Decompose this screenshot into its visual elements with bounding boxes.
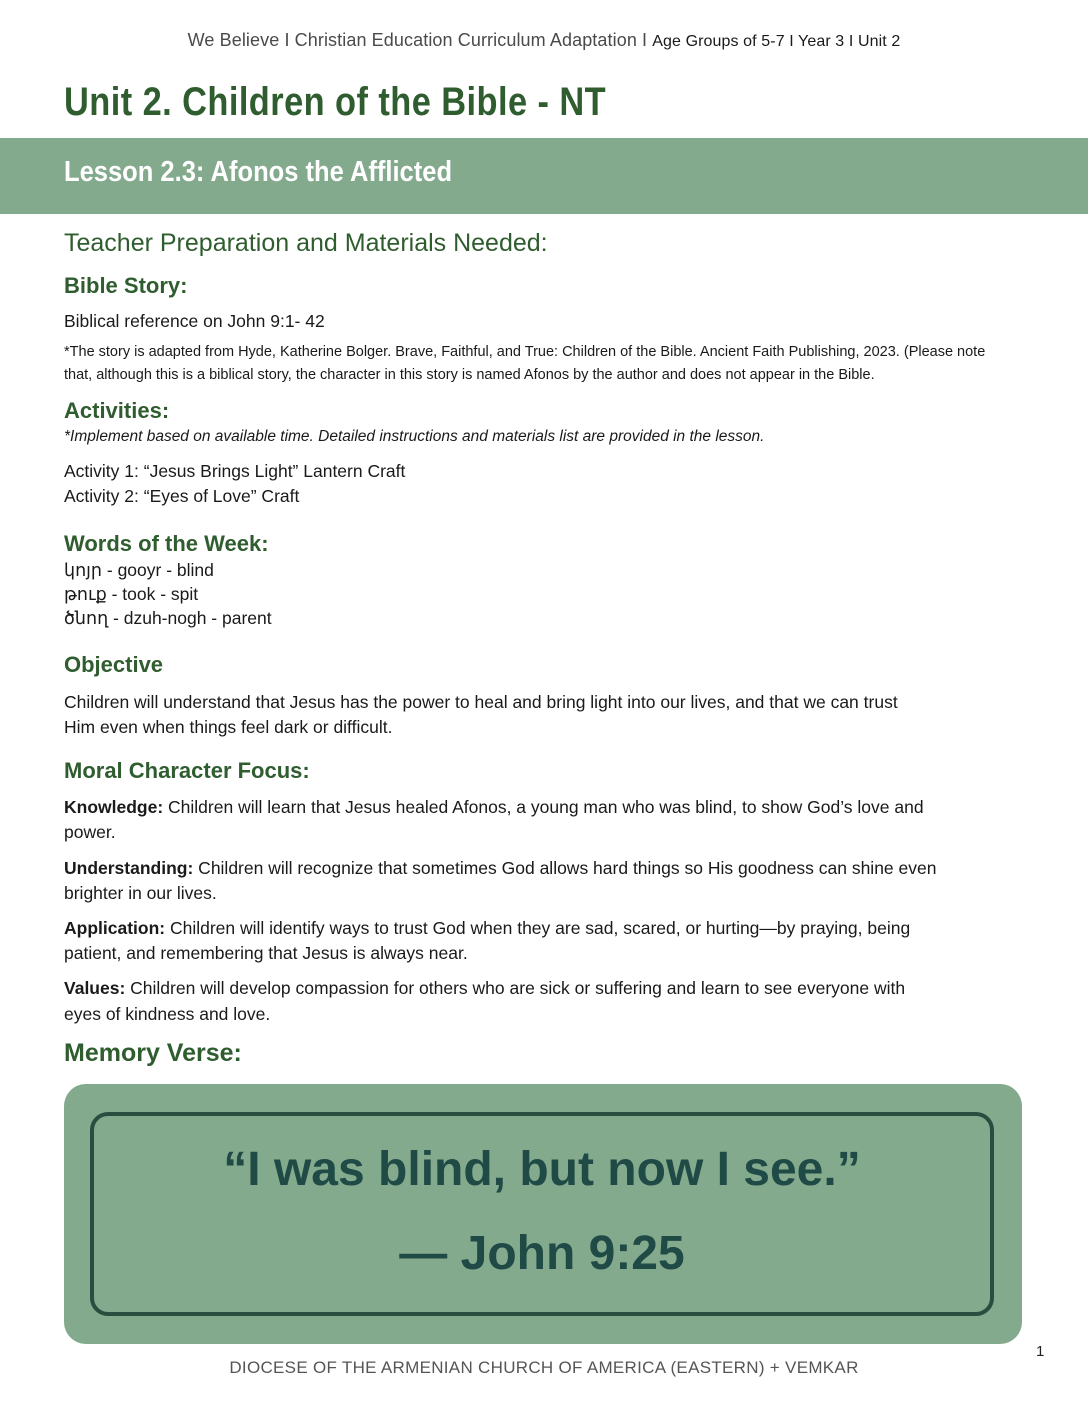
objective-heading: Objective (64, 652, 164, 677)
moral-values (64, 976, 905, 1001)
moral-knowledge-cont: power. (64, 822, 116, 842)
moral-knowledge (64, 795, 924, 820)
moral-label: Understanding: (64, 858, 194, 878)
lesson-band (0, 138, 1088, 214)
word-3: ծնող - dzuh-nogh - parent (64, 608, 272, 628)
activity-1: Activity 1: “Jesus Brings Light” Lantern Craft (64, 461, 406, 481)
moral-label: Values: (64, 978, 126, 998)
moral-text: Children will develop compassion for others who are sick or suffering and learn to see everyone with (125, 978, 906, 998)
moral-understanding-cont: brighter in our lives. (64, 883, 217, 903)
moral-values-cont: eyes of kindness and love. (64, 1004, 271, 1024)
word-2: թուք - took - spit (64, 584, 199, 604)
bible-note-line-1: *The story is adapted from Hyde, Katherine Bolger. Brave, Faithful, and True: Children of the Bible. Ancient Faith Publishing, 2023. (Please note (64, 344, 986, 360)
objective-line-1: Children will understand that Jesus has the power to heal and bring light into our lives, and that we can trust (64, 692, 898, 712)
bible-reference: Biblical reference on John 9:1- 42 (64, 311, 325, 331)
header-main: We Believe I Christian Education Curriculum Adaptation I (187, 30, 648, 50)
footer: DIOCESE OF THE ARMENIAN CHURCH OF AMERICA (EASTERN) + VEMKAR (229, 1358, 859, 1377)
bible-story-heading: Bible Story: (64, 273, 188, 298)
activities-note: *Implement based on available time. Detailed instructions and materials list are provided in the lesson. (64, 428, 765, 445)
activities-heading: Activities: (64, 398, 170, 423)
header-small: Age Groups of 5-7 I Year 3 I Unit 2 (652, 33, 901, 50)
moral-understanding (64, 856, 936, 881)
memory-heading: Memory Verse: (64, 1039, 242, 1067)
memory-verse-text: “I was blind, but now I see.” (223, 1143, 861, 1196)
moral-heading: Moral Character Focus: (64, 758, 310, 783)
moral-text: Children will recognize that sometimes God allows hard things so His goodness can shine even (193, 858, 937, 878)
running-header (0, 30, 1088, 53)
unit-title: Unit 2. Children of the Bible - NT (64, 80, 607, 124)
prep-heading: Teacher Preparation and Materials Needed: (64, 229, 548, 257)
words-heading: Words of the Week: (64, 531, 269, 556)
moral-label: Knowledge: (64, 797, 164, 817)
activity-2: Activity 2: “Eyes of Love” Craft (64, 486, 300, 506)
bible-note-line-2: that, although this is a biblical story, the character in this story is named Afonos by the author and does not appear in the Bible. (64, 367, 875, 383)
moral-text: Children will identify ways to trust God when they are sad, scared, or hurting—by praying, being (165, 918, 911, 938)
moral-label: Application: (64, 918, 166, 938)
objective-line-2: Him even when things feel dark or difficult. (64, 717, 393, 737)
moral-application (64, 916, 910, 941)
moral-text: Children will learn that Jesus healed Afonos, a young man who was blind, to show God’s love and (163, 797, 924, 817)
word-1: կոյր - gooyr - blind (64, 560, 214, 580)
page-number: 1 (1036, 1343, 1045, 1360)
memory-verse-box (64, 1084, 1022, 1344)
memory-verse-frame (90, 1112, 994, 1316)
moral-application-cont: patient, and remembering that Jesus is always near. (64, 943, 468, 963)
memory-verse-reference: — John 9:25 (399, 1227, 685, 1280)
lesson-title: Lesson 2.3: Afonos the Afflicted (64, 156, 453, 188)
